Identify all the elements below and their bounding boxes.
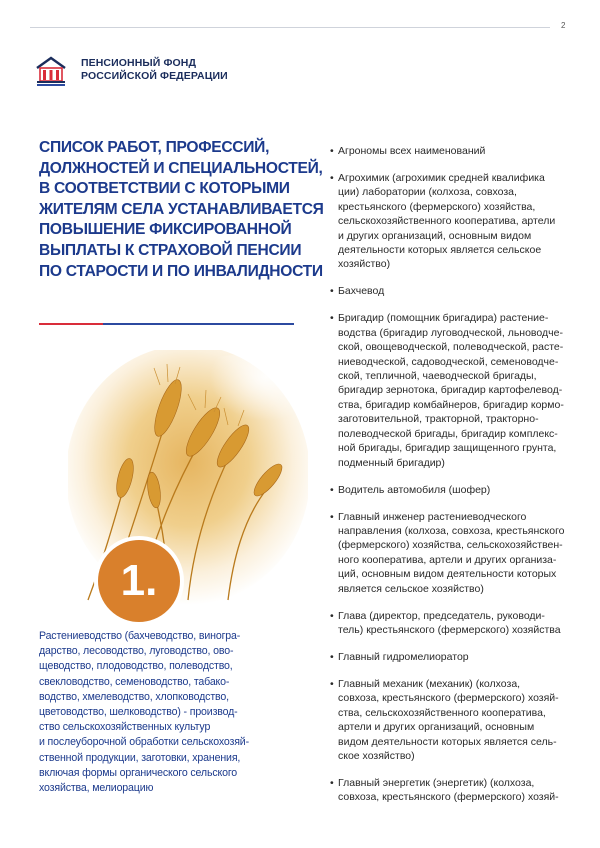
list-item-line: Главный инженер растениеводческого [338,510,527,523]
list-item-line: ской, тепличной, чаеводческой бригады, [338,370,537,383]
section-description-line: Растениеводство (бахчеводство, виногра- [39,630,241,642]
list-item-line: Агрохимик (агрохимик средней квалифика [338,172,545,184]
list-item [330,650,560,664]
title-underline-blue [103,323,294,325]
list-item-line: крестьянского (фермерского) хозяйства, [338,200,536,213]
list-item [330,171,560,272]
section-description-line: свекловодство, семеноводство, табако- [39,675,230,688]
title-line: ВЫПЛАТЫ К СТРАХОВОЙ ПЕНСИИ [39,241,302,259]
list-item-line: полеводческой бригады, бригадир комплекс- [338,427,558,440]
list-item-line: ции) лаборатории (колхоза, совхоза, [338,186,517,199]
list-item [330,510,565,596]
list-item-line: сельскохозяйственного кооператива, артели [338,215,556,228]
list-item-line: ское хозяйство) [338,749,415,762]
organization-name [81,57,228,83]
title-line: ПО СТАРОСТИ И ПО ИНВАЛИДНОСТИ [39,262,323,280]
list-item-line: Бригадир (помощник бригадира) растение- [338,312,549,325]
bullet-icon: • [330,650,334,663]
list-item [330,311,564,469]
pension-fund-logo-icon [34,55,68,87]
bullet-icon: • [330,312,334,325]
bullet-icon: • [330,172,334,184]
section-description-line: цветоводство, шелководство) - производ- [39,706,238,719]
page-number: 2 [561,21,566,30]
section-number-badge: 1. [94,536,184,626]
section-description-line: ство сельскохозяйственных культур [39,721,211,734]
section-description-line: ственной продукции, заготовки, хранения, [39,751,241,764]
list-item-line: Главный механик (механик) (колхоза, [338,677,521,690]
list-item-line: направления (колхоза, совхоза, крестьянского [338,524,565,537]
bullet-icon: • [330,285,334,298]
list-item-line: и других организаций, основным видом [338,229,532,242]
list-item-line: ства, бригадир комбайнеров, бригадир кормо- [338,398,564,411]
title-line: ПОВЫШЕНИЕ ФИКСИРОВАННОЙ [39,221,292,239]
list-item [330,677,560,763]
bullet-icon: • [330,609,334,622]
list-item-line: Водитель автомобиля (шофер) [338,483,491,496]
section-description-line: включая формы органического сельского [39,766,238,779]
section-description-line: и послеуборочной обработки сельскохозяй- [39,736,249,749]
list-item-line: подменный бригадир) [338,456,445,469]
list-item-line: ного кооператива, артели и других организа- [338,553,557,566]
title-line: СПИСОК РАБОТ, ПРОФЕССИЙ, [39,139,270,156]
list-item-line: ниеводческой, садоводческой, семеноводче- [338,355,559,368]
list-item-line: ской, овощеводческой, полеводческой, расте- [338,341,564,354]
list-item-line: является сельское хозяйство) [338,582,484,595]
list-item-line: (фермерского) хозяйства, сельскохозяйствен- [338,539,563,552]
section-description-line: щеводство, плодоводство, полеводство, [39,660,233,673]
list-item-line: видом деятельности которых является сель- [338,735,557,748]
section-description-line: водство, хмелеводство, хлопководство, [39,690,229,703]
title-underline [39,323,294,325]
section-description [39,629,325,796]
list-item [330,284,560,298]
title-line: В СООТВЕТСТВИИ С КОТОРЫМИ [39,180,290,198]
list-item-line: тель) крестьянского (фермерского) хозяйства [338,623,561,636]
list-item-line: совхоза, крестьянского (фермерского) хозяй- [338,791,559,804]
org-name-line-2: РОССИЙСКОЙ ФЕДЕРАЦИИ [81,70,228,82]
list-item-line: водства (бригадир луговодческой, льноводче- [338,326,563,339]
professions-list [330,144,565,817]
main-title [39,138,324,282]
list-item-line: бригадир зернотока, бригадир картофелевод- [338,384,563,397]
list-item [330,609,560,638]
bullet-icon: • [330,145,334,157]
list-item [330,776,560,805]
list-item [330,144,560,158]
list-item-line: ства, сельскохозяйственного кооператива, [338,706,546,719]
title-line: ЖИТЕЛЯМ СЕЛА УСТАНАВЛИВАЕТСЯ [39,200,324,218]
list-item-line: Бахчевод [338,285,385,298]
list-item-line: Агрономы всех наименований [338,145,486,157]
bullet-icon: • [330,510,334,523]
bullet-icon: • [330,776,334,789]
list-item-line: Главный гидромелиоратор [338,650,469,663]
bullet-icon: • [330,677,334,690]
list-item-line: деятельности которых является сельское [338,244,542,257]
top-divider [30,27,550,28]
section-description-line: дарство, лесоводство, луговодство, ово- [39,645,234,658]
title-underline-red [39,323,103,325]
list-item-line: совхоза, крестьянского (фермерского) хозяй- [338,692,559,705]
list-item-line: хозяйство) [338,258,391,271]
list-item-line: артели и других организаций, основным [338,721,535,734]
bullet-icon: • [330,483,334,496]
section-description-line: хозяйства, мелиорацию [39,782,154,795]
list-item-line: заготовительной, тракторной, тракторно- [338,413,539,426]
org-name-line-1: ПЕНСИОННЫЙ ФОНД [81,57,197,69]
list-item-line: ций, основным видом деятельности которых [338,568,557,581]
list-item-line: ной бригады, бригадир защищенного грунта, [338,442,557,455]
title-line: ДОЛЖНОСТЕЙ И СПЕЦИАЛЬНОСТЕЙ, [39,159,323,177]
list-item-line: Главный энергетик (энергетик) (колхоза, [338,776,535,789]
list-item-line: Глава (директор, председатель, руководи- [338,609,545,622]
list-item [330,483,560,497]
